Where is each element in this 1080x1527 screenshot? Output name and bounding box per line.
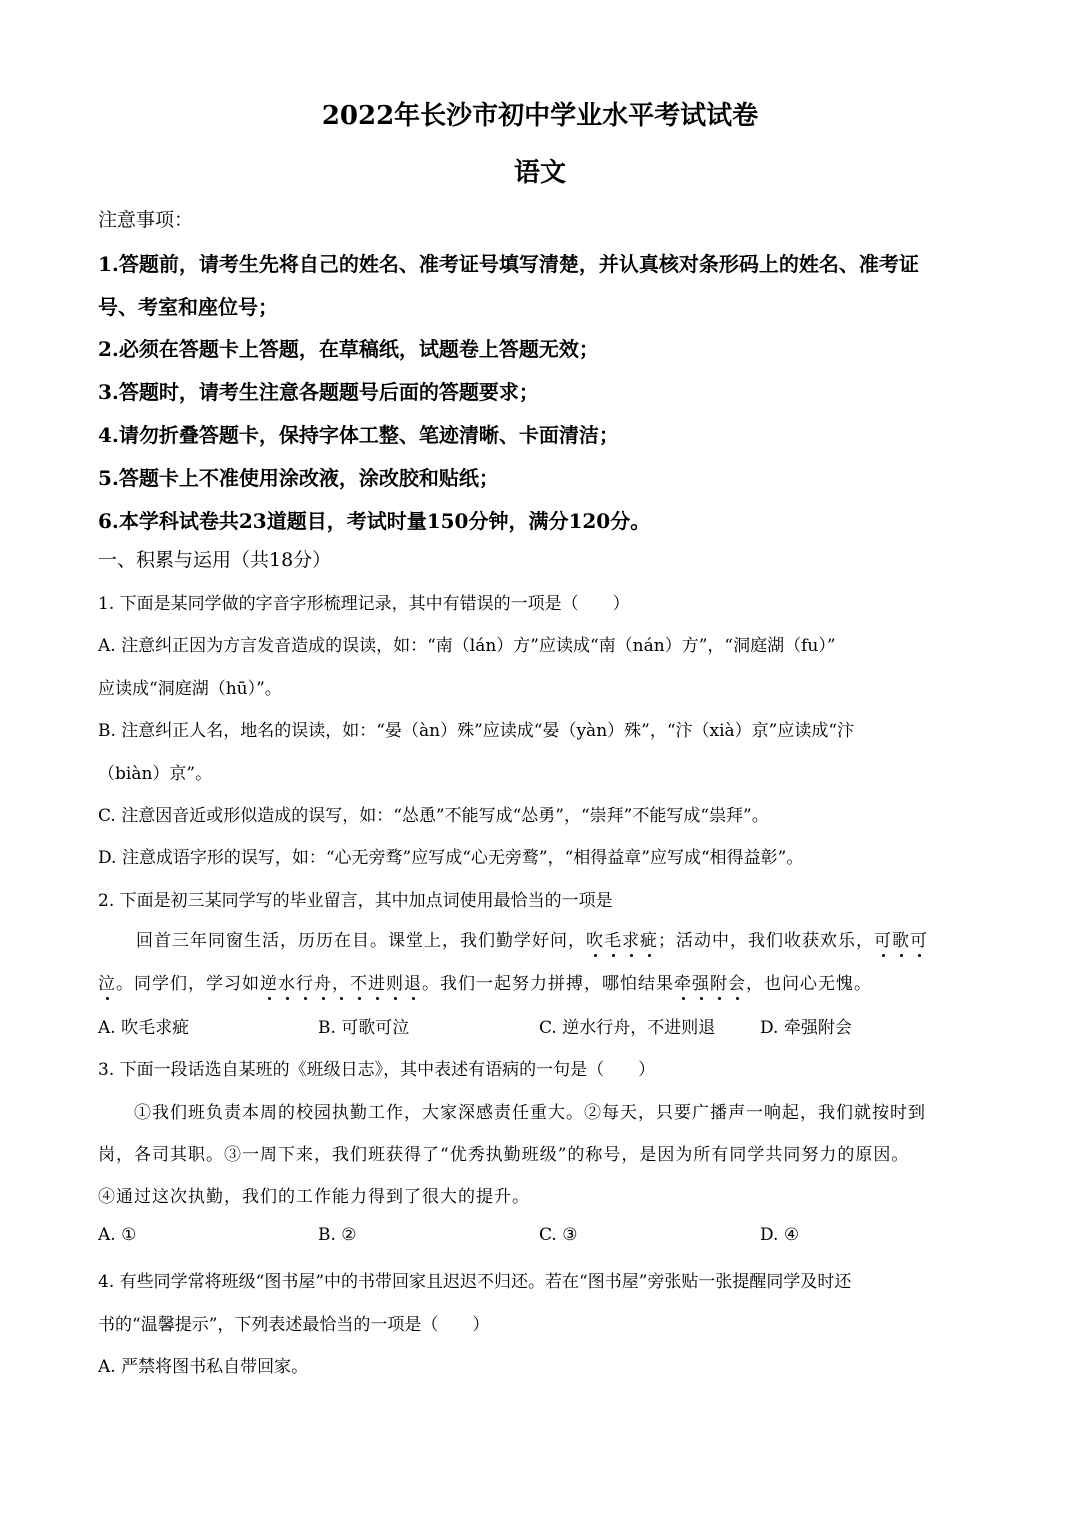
q1-option-a: A. 注意纠正因为方言发音造成的误读，如：“南（lán）方”应读成“南（nán）方”，“洞庭湖（fu）” — [98, 636, 836, 656]
notice-item-3: 3.答题时，请考生注意各题题号后面的答题要求； — [98, 380, 539, 404]
q1-option-d: D. 注意成语字形的误写，如：“心无旁骛”应写成“心无旁鹜”，“相得益章”应写成“相得益彰”。 — [98, 848, 804, 868]
q3-passage-line-1: ①我们班负责本周的校园执勤工作，大家深感责任重大。②每天，只要广播声一响起，我们就按时到 — [134, 1103, 926, 1123]
notice-item-6: 6.本学科试卷共23道题目，考试时量150分钟，满分120分。 — [98, 509, 651, 533]
q1-option-a-cont: 应读成“洞庭湖（hū）”。 — [98, 679, 282, 699]
notice-item-4: 4.请勿折叠答题卡，保持字体工整、笔迹清晰、卡面清洁； — [98, 423, 619, 447]
subject-title: 语文 — [513, 158, 566, 188]
q3-option-d: D. ④ — [760, 1225, 800, 1245]
q3-option-a: A. ① — [98, 1225, 137, 1245]
notice-item-2: 2.必须在答题卡上答题，在草稿纸，试题卷上答题无效； — [98, 337, 599, 361]
q2-text: 。同学们，学习如 — [116, 974, 260, 994]
q2-option-b: B. 可歌可泣 — [318, 1018, 410, 1038]
dotted-word: 吹毛求疵 — [586, 931, 658, 951]
q3-option-c: C. ③ — [539, 1225, 578, 1245]
exam-title: 2022年长沙市初中学业水平考试试卷 — [321, 101, 759, 131]
q2-option-c: C. 逆水行舟，不进则退 — [539, 1018, 716, 1038]
dotted-word: 逆水行舟，不进则退 — [260, 974, 422, 994]
q2-passage-line-2 — [98, 969, 872, 994]
notice-item-5: 5.答题卡上不准使用涂改液，涂改胶和贴纸； — [98, 466, 499, 490]
q3-stem: 3. 下面一段话选自某班的《班级日志》，其中表述有语病的一句是（ ） — [98, 1060, 656, 1080]
q1-option-b: B. 注意纠正人名，地名的误读，如：“晏（àn）殊”应读成“晏（yàn）殊”，“汴（xià）京”应读成“汴 — [98, 721, 855, 741]
q2-option-d: D. 牵强附会 — [760, 1018, 852, 1038]
q2-text: ；活动中，我们收获欢乐， — [658, 931, 874, 951]
notice-heading: 注意事项： — [98, 209, 194, 231]
q2-stem: 2. 下面是初三某同学写的毕业留言，其中加点词使用最恰当的一项是 — [98, 891, 613, 911]
dotted-word: 可歌可 — [874, 931, 928, 951]
q1-option-c: C. 注意因音近或形似造成的误写，如：“怂恿”不能写成“怂勇”，“崇拜”不能写成“祟拜”。 — [98, 806, 769, 826]
q3-passage-line-3: ④通过这次执勤，我们的工作能力得到了很大的提升。 — [98, 1187, 530, 1207]
q2-option-a: A. 吹毛求疵 — [98, 1018, 190, 1038]
section-heading: 一、积累与运用（共18分） — [98, 549, 332, 571]
q3-option-b: B. ② — [318, 1225, 357, 1245]
notice-item-1-cont: 号、考室和座位号； — [98, 295, 278, 319]
q2-text: 回首三年同窗生活，历历在目。课堂上，我们勤学好问， — [136, 931, 586, 951]
q4-stem-cont: 书的“温馨提示”，下列表述最恰当的一项是（ ） — [98, 1315, 490, 1335]
dotted-word: 泣 — [98, 974, 116, 994]
q3-passage-line-2: 岗，各司其职。③一周下来，我们班获得了“优秀执勤班级”的称号，是因为所有同学共同努力的原因。 — [98, 1145, 910, 1165]
q2-text: ，也问心无愧。 — [746, 974, 872, 994]
q1-option-b-cont: （biàn）京”。 — [98, 764, 213, 784]
q1-stem: 1. 下面是某同学做的字音字形梳理记录，其中有错误的一项是（ ） — [98, 594, 630, 614]
dotted-word: 牵强附会 — [674, 974, 746, 994]
q4-stem: 4. 有些同学常将班级“图书屋”中的书带回家且迟迟不归还。若在“图书屋”旁张贴一张提醒同学及时还 — [98, 1272, 852, 1292]
notice-item-1: 1.答题前，请考生先将自己的姓名、准考证号填写清楚，并认真核对条形码上的姓名、准考证 — [98, 252, 919, 276]
q2-passage-line-1 — [136, 926, 928, 951]
q2-text: 。我们一起努力拼搏，哪怕结果 — [422, 974, 674, 994]
q4-option-a: A. 严禁将图书私自带回家。 — [98, 1357, 309, 1377]
